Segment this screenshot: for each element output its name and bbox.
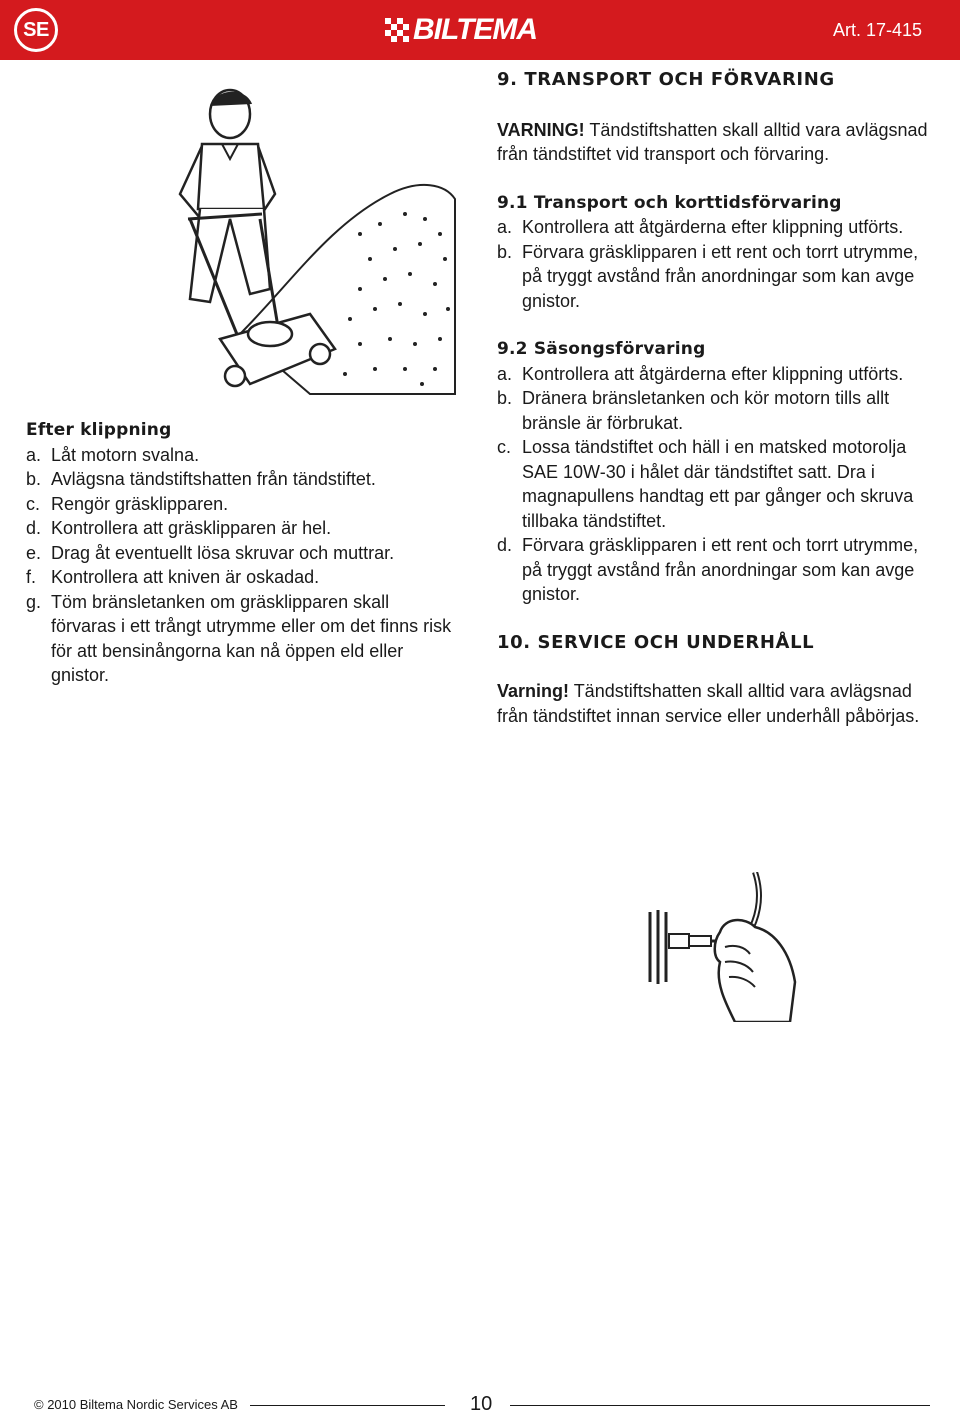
- list-item: d. Kontrollera att gräsklipparen är hel.: [26, 518, 332, 538]
- section-9: [497, 68, 937, 728]
- copyright-text: © 2010 Biltema Nordic Services AB: [34, 1397, 238, 1412]
- section-9-1-list: [497, 215, 937, 313]
- list-item: a. Kontrollera att åtgärderna efter klippning utförts.: [497, 363, 904, 384]
- warning-label: Varning!: [497, 681, 570, 701]
- checkered-flag-icon: [385, 18, 409, 42]
- section-9-2-list: [497, 362, 937, 607]
- section-9-heading: 9. TRANSPORT OCH FÖRVARING: [497, 69, 835, 90]
- brand-name: BILTEMA: [413, 13, 538, 46]
- section-10-warning: [497, 679, 937, 728]
- warning-label: VARNING!: [497, 119, 585, 140]
- language-badge: SE: [14, 8, 58, 52]
- biltema-logo: [385, 14, 537, 46]
- list-item: b. Förvara gräsklipparen i ett rent och torrt utrymme, på tryggt avstånd från anordningar som kan avge gnistor.: [497, 241, 919, 311]
- list-item: b. Dränera bränsletanken och kör motorn tills allt bränsle är förbrukat.: [497, 388, 890, 433]
- list-item: b. Avlägsna tändstiftshatten från tändstiftet.: [26, 469, 376, 489]
- list-item: c. Lossa tändstiftet och häll i en matsked motorolja SAE 10W-30 i hålet där tändstiftet satt. Dra i magnapullens handtag ett par gånger och skruva tillbaka tändstiftet.: [497, 437, 914, 531]
- article-number: Art. 17-415: [832, 20, 922, 40]
- warning-text: Tändstiftshatten skall alltid vara avlägsnad från tändstiftet vid transport och förvaring.: [497, 119, 928, 164]
- after-mowing-section: [26, 418, 456, 688]
- lawnmower-illustration: [160, 84, 460, 404]
- warning-text: Tändstiftshatten skall alltid vara avlägsnad från tändstiftet innan service eller underhåll påbörjas.: [497, 681, 920, 726]
- footer-divider: [250, 1405, 445, 1406]
- spark-plug-illustration: [625, 872, 805, 1022]
- section-10-heading: 10. SERVICE OCH UNDERHÅLL: [497, 631, 815, 653]
- section-9-1-heading: 9.1 Transport och korttidsförvaring: [497, 192, 842, 213]
- list-item: a. Låt motorn svalna.: [26, 444, 200, 465]
- list-item: e. Drag åt eventuellt lösa skruvar och muttrar.: [26, 542, 395, 563]
- after-mowing-list: [26, 443, 456, 688]
- list-item: a. Kontrollera att åtgärderna efter klippning utförts.: [497, 217, 904, 237]
- section-9-2-heading: 9.2 Säsongsförvaring: [497, 339, 706, 359]
- header-bar: [0, 0, 960, 60]
- after-mowing-heading: Efter klippning: [26, 420, 172, 440]
- footer-divider: [510, 1405, 930, 1406]
- list-item: c. Rengör gräsklipparen.: [26, 493, 229, 514]
- list-item: g. Töm bränsletanken om gräsklipparen skall förvaras i ett trångt utrymme eller om det finns risk för att bensinångorna kan nå öppen eld eller gnistor.: [26, 591, 452, 685]
- page-number: 10: [470, 1393, 493, 1415]
- list-item: f. Kontrollera att kniven är oskadad.: [26, 567, 320, 587]
- section-9-warning: [497, 118, 937, 167]
- list-item: d. Förvara gräsklipparen i ett rent och torrt utrymme, på tryggt avstånd från anordningar som kan avge gnistor.: [497, 535, 919, 604]
